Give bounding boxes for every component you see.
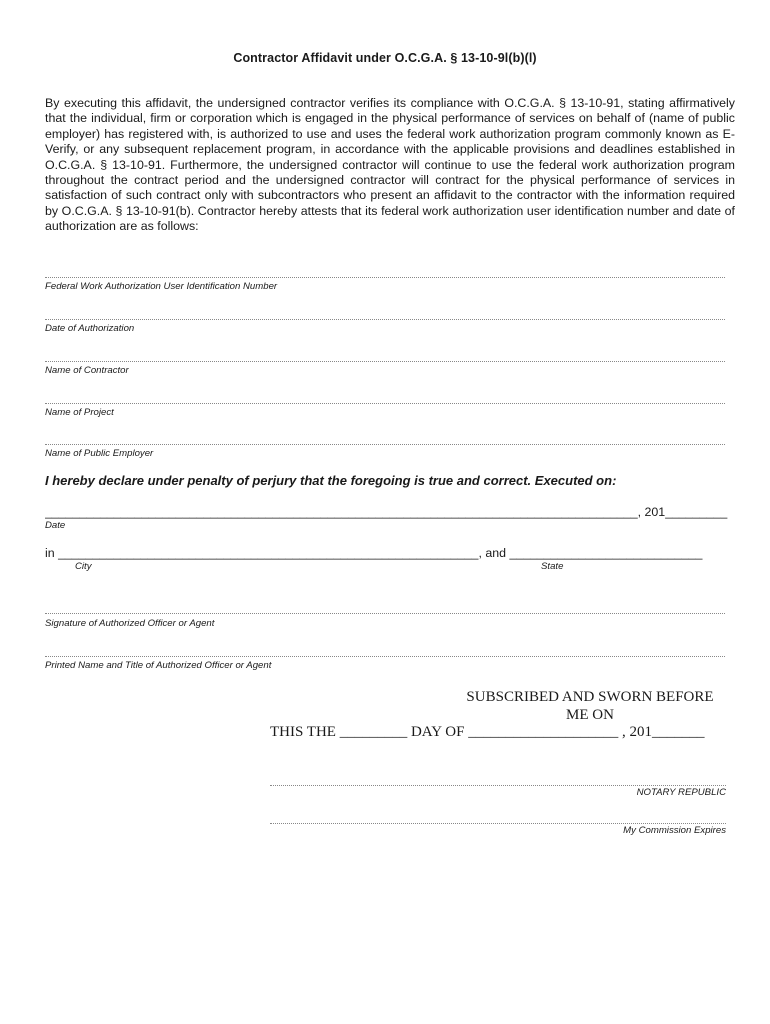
contractor-name-line[interactable] (45, 361, 725, 362)
signature-label: Signature of Authorized Officer or Agent (45, 618, 215, 629)
notary-heading-line1: SUBSCRIBED AND SWORN BEFORE (466, 689, 714, 705)
printed-name-label: Printed Name and Title of Authorized Officer or Agent (45, 660, 272, 671)
signature-line[interactable] (45, 613, 725, 614)
affidavit-body: By executing this affidavit, the undersigned contractor verifies its compliance with O.C.G.A. § 13-10-91, stating affirmatively that the individual, firm or corporation which is engaged in the physical performance of services on behalf of (name of public employer) has registered with, is authorized to use and uses the federal work authorization program commonly known as E-Verify, or any subsequent replacement program, in accordance with the applicable provisions and deadlines established in O.C.G.A. § 13-10-91. Furthermore, the undersigned contractor will continue to use the federal work authorization program throughout the contract period and the undersigned contractor will contract for the physical performance of services in satisfaction of such contract only with subcontractors who present an affidavit to the contractor with the information required by O.C.G.A. § 13-10-91(b). Contractor hereby attests that its federal work authorization user identification number and date of authorization are as follows: (45, 96, 735, 234)
public-employer-label: Name of Public Employer (45, 448, 154, 459)
perjury-declaration: I hereby declare under penalty of perjury that the foregoing is true and correct. Executed on: (45, 473, 617, 488)
executed-date-label: Date (45, 520, 66, 531)
public-employer-line[interactable] (45, 444, 725, 445)
user-id-line[interactable] (45, 277, 725, 278)
contractor-name-label: Name of Contractor (45, 365, 129, 376)
project-name-line[interactable] (45, 403, 725, 404)
commission-line[interactable] (270, 823, 726, 824)
state-label: State (541, 561, 564, 572)
user-id-label: Federal Work Authorization User Identification Number (45, 281, 278, 292)
executed-date-field[interactable]: ______________________________________________________________________________________, 201_________ (45, 505, 728, 519)
city-state-field[interactable]: in _____________________________________________________________, and ____________________________ (45, 546, 703, 560)
date-authorization-line[interactable] (45, 319, 725, 320)
notary-label: NOTARY REPUBLIC (636, 787, 726, 798)
date-authorization-label: Date of Authorization (45, 323, 135, 334)
notary-date-field[interactable]: THIS THE _________ DAY OF ____________________ , 201_______ (270, 724, 705, 740)
notary-heading-line2: ME ON (566, 707, 614, 723)
project-name-label: Name of Project (45, 407, 114, 418)
document-title: Contractor Affidavit under O.C.G.A. § 13-10-9l(b)(l) (233, 51, 537, 65)
city-label: City (75, 561, 92, 572)
printed-name-line[interactable] (45, 656, 725, 657)
commission-label: My Commission Expires (623, 825, 726, 836)
notary-signature-line[interactable] (270, 785, 726, 786)
